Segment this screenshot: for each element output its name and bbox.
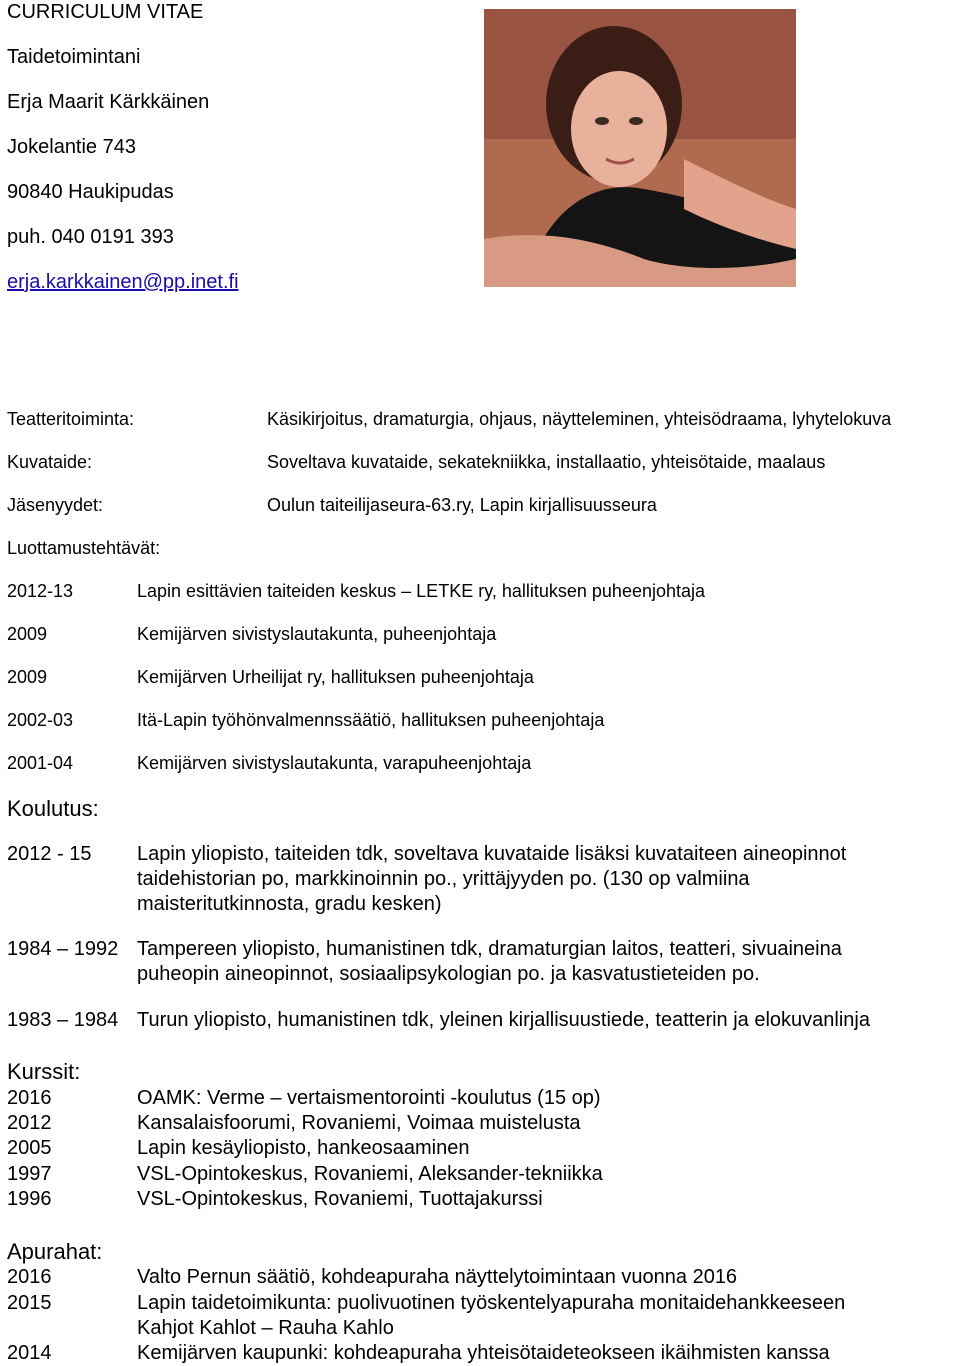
visual-art-label: Kuvataide: xyxy=(7,452,93,472)
street-address: Jokelantie 743 xyxy=(7,136,136,158)
theatre-label: Teatteritoiminta: xyxy=(7,409,135,429)
grant-line: Kemijärven kaupunki: kohdeapuraha yhteisötaideteokseen ikäihmisten kanssa xyxy=(137,1342,830,1364)
grant-year: 2014 xyxy=(7,1342,52,1364)
position-text: Kemijärven sivistyslautakunta, varapuheenjohtaja xyxy=(137,753,532,773)
course-year: 1997 xyxy=(7,1163,52,1185)
cv-title: CURRICULUM VITAE xyxy=(7,1,204,23)
course-year: 2016 xyxy=(7,1087,52,1109)
positions-heading: Luottamustehtävät: xyxy=(7,538,161,558)
postal-city: 90840 Haukipudas xyxy=(7,181,174,203)
education-line: taidehistorian po, markkinoinnin po., yrittäjyyden po. (130 op valmiina xyxy=(137,868,750,890)
course-text: VSL-Opintokeskus, Rovaniemi, Tuottajakurssi xyxy=(137,1188,543,1210)
education-line: Lapin yliopisto, taiteiden tdk, soveltava kuvataide lisäksi kuvataiteen aineopinnot xyxy=(137,843,847,865)
position-year: 2009 xyxy=(7,667,48,687)
grant-line: Kahjot Kahlot – Rauha Kahlo xyxy=(137,1317,394,1339)
position-year: 2001-04 xyxy=(7,753,74,773)
grant-line: Valto Pernun säätiö, kohdeapuraha näyttelytoimintaan vuonna 2016 xyxy=(137,1266,738,1288)
education-line: Tampereen yliopisto, humanistinen tdk, dramaturgian laitos, teatteri, sivuaineina xyxy=(137,938,842,960)
profession: Taidetoimintani xyxy=(7,46,141,68)
grant-year: 2016 xyxy=(7,1266,52,1288)
education-line: Turun yliopisto, humanistinen tdk, yleinen kirjallisuustiede, teatterin ja elokuvanlinja xyxy=(137,1009,870,1031)
theatre-value: Käsikirjoitus, dramaturgia, ohjaus, näytteleminen, yhteisödraama, lyhytelokuva xyxy=(267,409,892,429)
grants-heading: Apurahat: xyxy=(7,1239,103,1264)
course-text: OAMK: Verme – vertaismentorointi -koulutus (15 op) xyxy=(137,1087,601,1109)
course-text: Kansalaisfoorumi, Rovaniemi, Voimaa muistelusta xyxy=(137,1112,581,1134)
education-year: 1984 – 1992 xyxy=(7,938,119,960)
portrait-illustration xyxy=(484,9,796,287)
membership-label: Jäsenyydet: xyxy=(7,495,104,515)
courses-heading: Kurssit: xyxy=(7,1059,81,1084)
email-link-wrap xyxy=(7,270,239,294)
course-year: 2005 xyxy=(7,1137,52,1159)
grant-year: 2015 xyxy=(7,1292,52,1314)
membership-value: Oulun taiteilijaseura-63.ry, Lapin kirjallisuusseura xyxy=(267,495,657,515)
education-year: 2012 - 15 xyxy=(7,843,92,865)
portrait-photo xyxy=(484,9,796,287)
email-link[interactable]: erja.karkkainen@pp.inet.fi xyxy=(7,271,239,293)
course-year: 1996 xyxy=(7,1188,52,1210)
course-year: 2012 xyxy=(7,1112,52,1134)
position-year: 2012-13 xyxy=(7,581,74,601)
education-year: 1983 – 1984 xyxy=(7,1009,119,1031)
course-text: Lapin kesäyliopisto, hankeosaaminen xyxy=(137,1137,470,1159)
position-year: 2002-03 xyxy=(7,710,74,730)
position-year: 2009 xyxy=(7,624,48,644)
education-line: puheopin aineopinnot, sosiaalipsykologian po. ja kasvatustieteiden po. xyxy=(137,963,760,985)
grant-line: Lapin taidetoimikunta: puolivuotinen työskentelyapuraha monitaidehankkeeseen xyxy=(137,1292,846,1314)
position-text: Kemijärven sivistyslautakunta, puheenjohtaja xyxy=(137,624,497,644)
education-line: maisteritutkinnosta, gradu kesken) xyxy=(137,893,442,915)
person-name: Erja Maarit Kärkkäinen xyxy=(7,91,210,113)
position-text: Lapin esittävien taiteiden keskus – LETKE ry, hallituksen puheenjohtaja xyxy=(137,581,706,601)
course-text: VSL-Opintokeskus, Rovaniemi, Aleksander-tekniikka xyxy=(137,1163,603,1185)
position-text: Kemijärven Urheilijat ry, hallituksen puheenjohtaja xyxy=(137,667,534,687)
education-heading: Koulutus: xyxy=(7,796,99,821)
position-text: Itä-Lapin työhönvalmennssäätiö, hallituksen puheenjohtaja xyxy=(137,710,605,730)
visual-art-value: Soveltava kuvataide, sekatekniikka, installaatio, yhteisötaide, maalaus xyxy=(267,452,826,472)
phone-number: puh. 040 0191 393 xyxy=(7,226,174,248)
